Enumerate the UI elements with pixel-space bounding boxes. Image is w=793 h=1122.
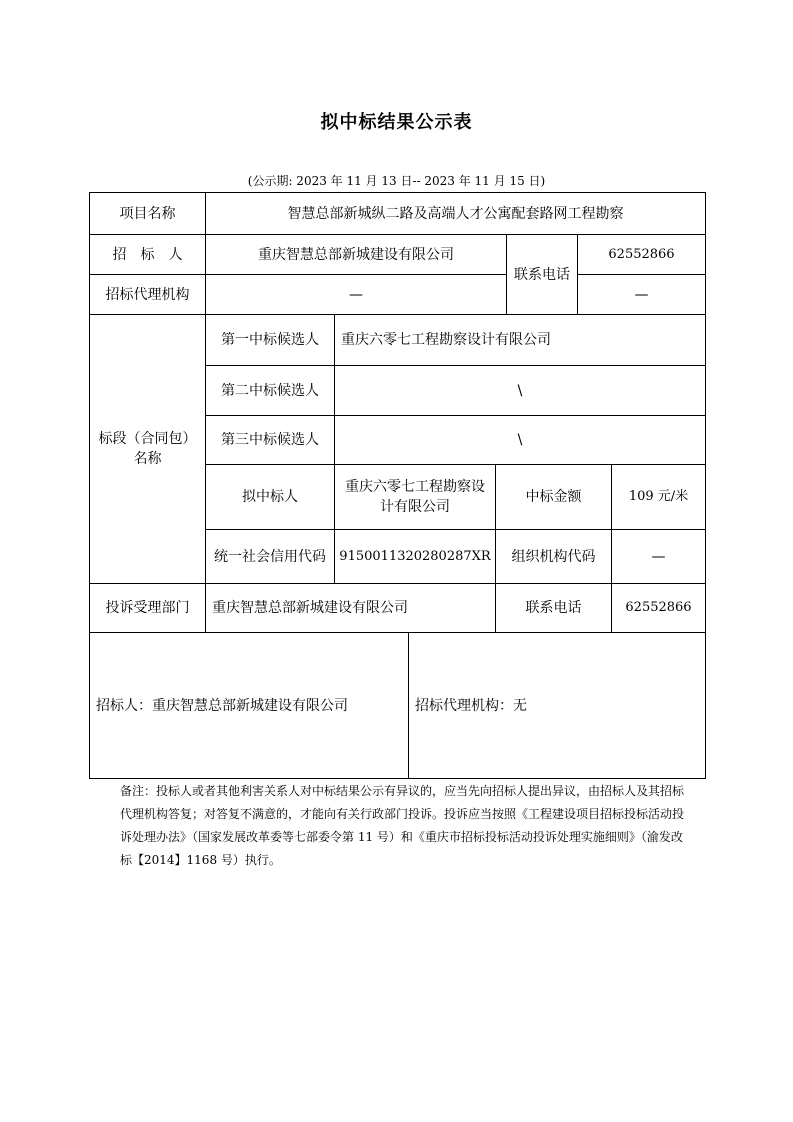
project-name-value: 智慧总部新城纵二路及高端人才公寓配套路网工程勘察 <box>205 192 706 234</box>
candidate2-label: 第二中标候选人 <box>205 365 334 415</box>
org-code-value: — <box>611 529 706 583</box>
page-title: 拟中标结果公示表 <box>320 112 473 133</box>
section-label: 标段（合同包）名称 <box>89 314 205 583</box>
credit-code-label: 统一社会信用代码 <box>205 529 334 583</box>
signature-agency: 招标代理机构：无 <box>408 632 706 779</box>
org-code-label: 组织机构代码 <box>495 529 611 583</box>
candidate1-label: 第一中标候选人 <box>205 314 334 365</box>
tenderer-value: 重庆智慧总部新城建设有限公司 <box>205 234 506 274</box>
publicity-period: (公示期: 2023 年 11 月 13 日-- 2023 年 11 月 15 日) <box>247 174 546 188</box>
winner-label: 拟中标人 <box>205 464 334 529</box>
signature-tenderer: 招标人：重庆智慧总部新城建设有限公司 <box>89 632 408 779</box>
amount-label: 中标金额 <box>495 464 611 529</box>
remarks-note: 备注：投标人或者其他利害关系人对中标结果公示有异议的，应当先向招标人提出异议，由招标人及其招标代理机构答复；对答复不满意的，才能向有关行政部门投诉。投诉应当按照《工程建设项目招标投标活动投诉处理办法》（国家发展改革委等七部委令第 11 号）和《重庆市招标投标活动投诉处理实施细则》（渝发改标【2014】1168 号）执行。 <box>120 784 685 867</box>
complaint-dept-label: 投诉受理部门 <box>89 583 205 632</box>
contact-phone-value: 62552866 <box>577 234 706 274</box>
winner-value: 重庆六零七工程勘察设计有限公司 <box>334 464 495 529</box>
candidate3-value: \ <box>334 415 706 464</box>
complaint-dept-value: 重庆智慧总部新城建设有限公司 <box>205 583 495 632</box>
agency-label: 招标代理机构 <box>89 274 205 314</box>
candidate3-label: 第三中标候选人 <box>205 415 334 464</box>
tenderer-label: 招 标 人 <box>89 234 205 274</box>
candidate1-value: 重庆六零七工程勘察设计有限公司 <box>334 314 706 365</box>
credit-code-value: 9150011320280287XR <box>334 529 495 583</box>
contact-phone-label: 联系电话 <box>506 234 577 314</box>
candidate2-value: \ <box>334 365 706 415</box>
project-name-label: 项目名称 <box>89 192 205 234</box>
agency-phone-value: — <box>577 274 706 314</box>
agency-value: — <box>205 274 506 314</box>
amount-value: 109 元/米 <box>611 464 706 529</box>
complaint-phone-label: 联系电话 <box>495 583 611 632</box>
complaint-phone-value: 62552866 <box>611 583 706 632</box>
